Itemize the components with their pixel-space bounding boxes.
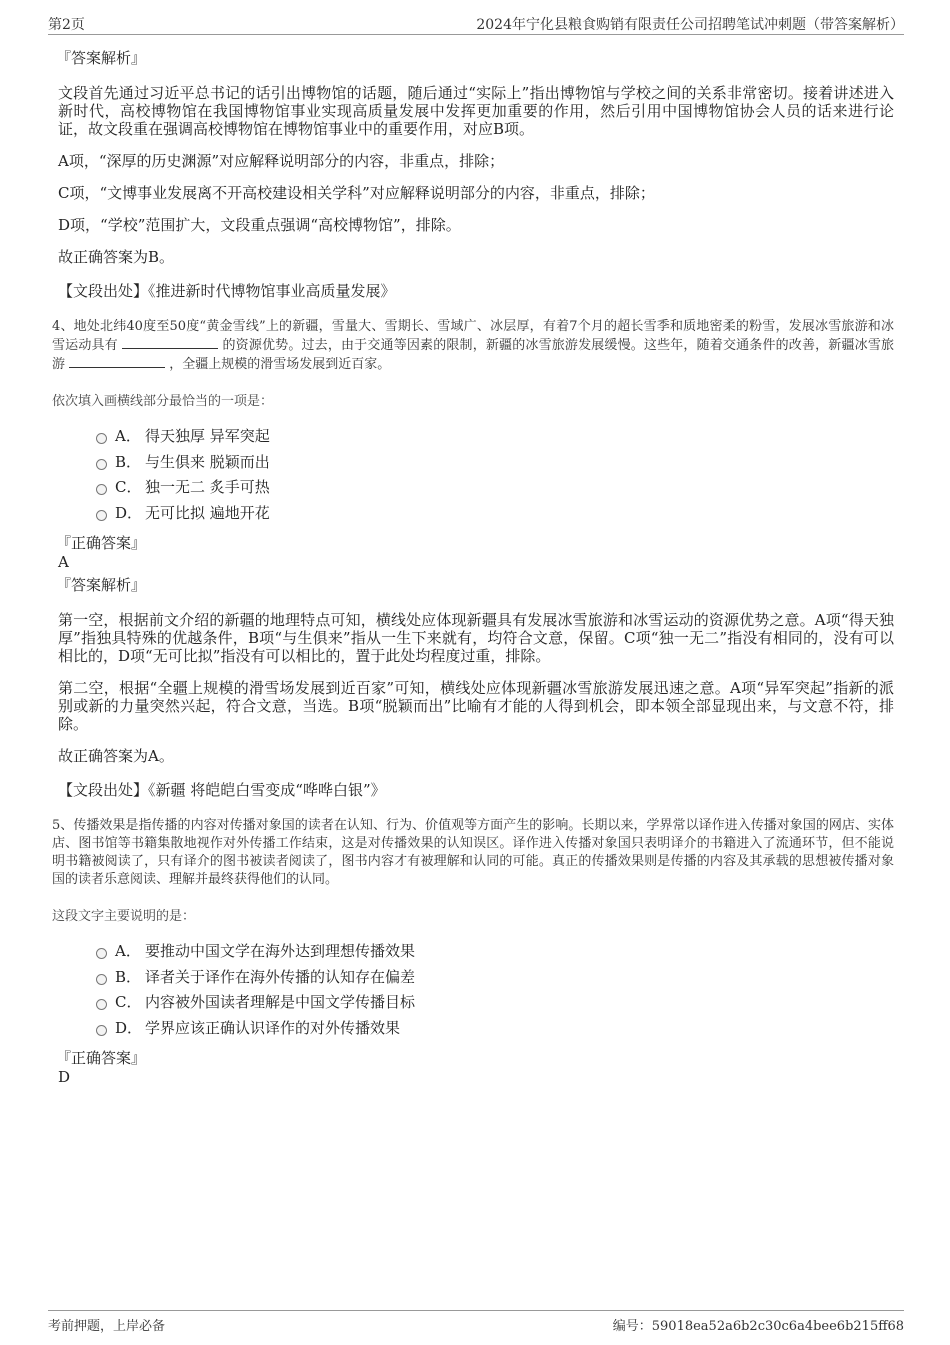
option-c[interactable] [96, 989, 894, 1015]
radio-button[interactable] [96, 974, 107, 985]
radio-button[interactable] [96, 433, 107, 444]
footer-slogan: 考前押题，上岸必备 [48, 1319, 166, 1334]
fill-blank-1 [122, 336, 218, 349]
correct-answer: A [58, 553, 69, 571]
option-b[interactable] [96, 964, 894, 990]
option-text: 要推动中国文学在海外达到理想传播效果 [145, 942, 416, 961]
correct-answer-tag: 『正确答案』 [56, 1049, 147, 1067]
analysis-paragraph: A项，“深厚的历史渊源”对应解释说明部分的内容，非重点，排除； [58, 152, 505, 170]
passage-source: 【文段出处】《新疆 将皑皑白雪变成“哗哗白银”》 [58, 781, 386, 799]
page-header [48, 12, 904, 35]
option-letter: D． [115, 503, 143, 522]
question-5-stem: 5、传播效果是指传播的内容对传播对象国的读者在认知、行为、价值观等方面产生的影响。长期以来，学界常以译作进入传播对象国的网店、实体店、图书馆等书籍集散地视作对外传播工作结束，这是对传播效果的认知误区。译作进入传播对象国只表明译介的书籍进入了流通环节，但不能说明书籍被阅读了，只有译介的图书被读者阅读了，图书内容才有被理解和认同的可能。真正的传播效果则是传播的内容及其承载的思想被传播对象国的读者乐意阅读、理解并最终获得他们的认同。 [52, 818, 894, 887]
option-text: 无可比拟 遍地开花 [145, 503, 270, 522]
option-text: 独一无二 炙手可热 [145, 478, 270, 497]
option-letter: C． [115, 993, 142, 1012]
question-4-stem [52, 318, 894, 374]
option-letter: B． [115, 967, 142, 986]
option-text: 与生俱来 脱颖而出 [145, 452, 270, 471]
analysis-tag: 『答案解析』 [56, 49, 147, 67]
fill-blank-2 [69, 355, 165, 368]
option-letter: C． [115, 478, 142, 497]
page-content [52, 44, 894, 1086]
document-id: 编号：59018ea52a6b2c30c6a4bee6b215ff68 [612, 1319, 904, 1334]
question-4-options [96, 423, 894, 525]
option-text: 译者关于译作在海外传播的认知存在偏差 [145, 967, 416, 986]
radio-button[interactable] [96, 484, 107, 495]
option-d[interactable] [96, 1015, 894, 1041]
question-5-options [96, 938, 894, 1040]
document-title: 2024年宁化县粮食购销有限责任公司招聘笔试冲刺题（带答案解析） [476, 17, 904, 33]
analysis-tag: 『答案解析』 [56, 576, 147, 594]
option-letter: A． [115, 942, 141, 961]
option-text: 得天独厚 异军突起 [145, 427, 270, 446]
question-stem-text: ，全疆上规模的滑雪场发展到近百家。 [169, 357, 391, 372]
analysis-conclusion: 故正确答案为B。 [58, 248, 175, 266]
analysis-paragraph: D项，“学校”范围扩大，文段重点强调“高校博物馆”，排除。 [58, 216, 461, 234]
question-stem-text: 4、地处北纬40度至50度“黄金雪线”上的新疆，雪量大、雪期长、雪域广、冰层厚，有着7个月的超长雪季和质地密柔的粉雪，发展冰雪旅游和冰雪运动具有 [52, 319, 894, 353]
page-number: 第2页 [48, 17, 85, 33]
passage-source: 【文段出处】《推进新时代博物馆事业高质量发展》 [58, 282, 396, 300]
question-4-prompt: 依次填入画横线部分最恰当的一项是： [52, 394, 274, 409]
analysis-paragraph: C项，“文博事业发展离不开高校建设相关学科”对应解释说明部分的内容，非重点，排除； [58, 184, 655, 202]
radio-button[interactable] [96, 948, 107, 959]
option-a[interactable] [96, 423, 894, 449]
option-letter: D． [115, 1018, 143, 1037]
correct-answer: D [58, 1068, 71, 1086]
radio-button[interactable] [96, 510, 107, 521]
analysis-conclusion: 故正确答案为A。 [58, 747, 174, 765]
option-b[interactable] [96, 449, 894, 475]
radio-button[interactable] [96, 459, 107, 470]
option-letter: A． [115, 427, 141, 446]
option-d[interactable] [96, 500, 894, 526]
option-a[interactable] [96, 938, 894, 964]
option-c[interactable] [96, 474, 894, 500]
analysis-paragraph: 文段首先通过习近平总书记的话引出博物馆的话题，随后通过“实际上”指出博物馆与学校之间的关系非常密切。接着讲述进入新时代，高校博物馆在我国博物馆事业实现高质量发展中发挥更加重要的作用，然后引用中国博物馆协会人员的话来进行论证，故文段重在强调高校博物馆在博物馆事业中的重要作用，对应B项。 [58, 84, 894, 138]
question-stem-text: 的资源优势。过去，由于交通等因素的限制，新疆的冰雪旅游发展缓慢。这些年，随着交通条件的改善，新疆冰雪旅游 [52, 338, 894, 372]
option-text: 学界应该正确认识译作的对外传播效果 [145, 1018, 401, 1037]
page-footer [48, 1310, 904, 1335]
analysis-paragraph: 第一空，根据前文介绍的新疆的地理特点可知，横线处应体现新疆具有发展冰雪旅游和冰雪运动的资源优势之意。A项“得天独厚”指独具特殊的优越条件，B项“与生俱来”指从一生下来就有，均符合文意，保留。C项“独一无二”指没有相同的，没有可以相比的，D项“无可比拟”指没有可以相比的，置于此处均程度过重，排除。 [58, 611, 894, 665]
correct-answer-tag: 『正确答案』 [56, 534, 147, 552]
radio-button[interactable] [96, 999, 107, 1010]
radio-button[interactable] [96, 1025, 107, 1036]
question-5-prompt: 这段文字主要说明的是： [52, 909, 196, 924]
option-text: 内容被外国读者理解是中国文学传播目标 [145, 993, 416, 1012]
analysis-paragraph: 第二空，根据“全疆上规模的滑雪场发展到近百家”可知，横线处应体现新疆冰雪旅游发展迅速之意。A项“异军突起”指新的派别或新的力量突然兴起，符合文意，当选。B项“脱颖而出”比喻有才能的人得到机会，即本领全部显现出来，与文意不符，排除。 [58, 679, 894, 733]
option-letter: B． [115, 452, 142, 471]
